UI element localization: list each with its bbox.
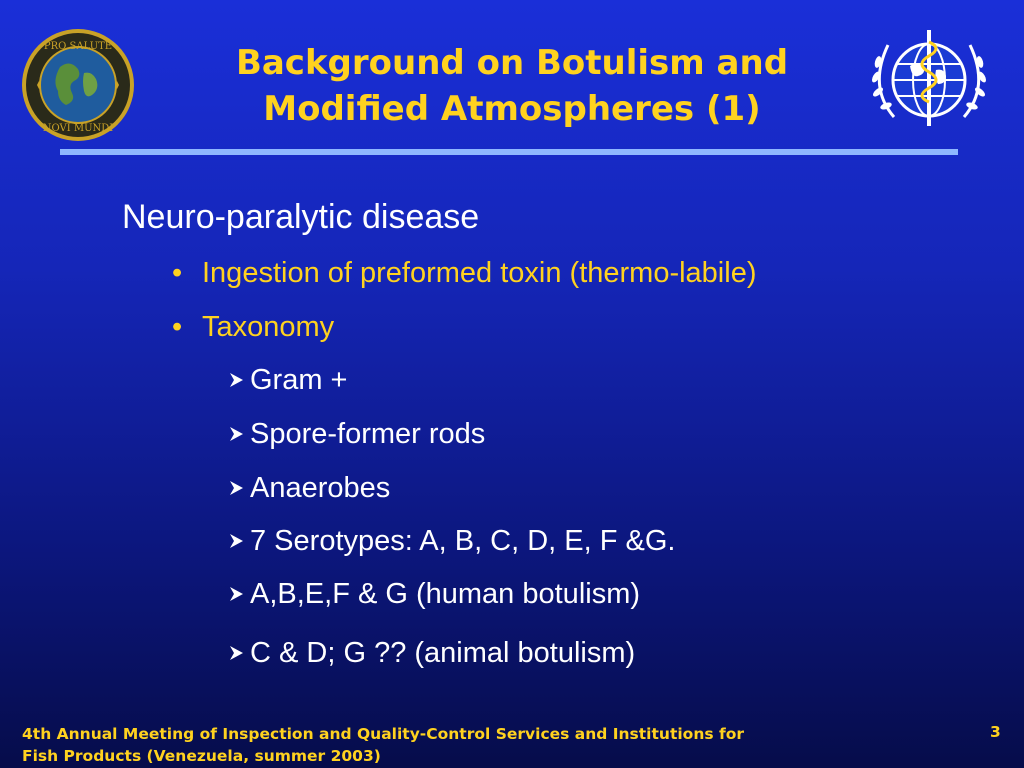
slide-footer [22,723,882,767]
bullet-dot-icon: • [172,311,183,343]
arrow-bullet-icon [226,473,248,506]
sub-bullet-text: Spore-former rods [250,418,486,450]
heading-neuro-paralytic: Neuro-paralytic disease [122,198,480,236]
logo-text-top: PRO SALUTE [43,41,113,52]
sub-bullet-text: A,B,E,F & G (human botulism) [250,578,641,610]
paho-globe-logo [20,27,136,143]
arrow-bullet-icon [226,579,248,612]
page-number: 3 [990,723,1001,741]
slide-title [180,40,844,132]
arrow-bullet-icon [226,419,248,452]
footer-line-2: Fish Products (Venezuela, summer 2003) [22,747,381,765]
footer-line-1: 4th Annual Meeting of Inspection and Quality-Control Services and Institutions for [22,725,745,743]
sub-bullet-item [226,525,675,559]
sub-bullet-text: Anaerobes [250,472,391,504]
who-emblem-logo [864,22,994,134]
sub-bullet-item [226,578,640,612]
title-divider [60,149,958,155]
title-line-1: Background on Botulism and [235,43,789,83]
sub-bullet-item [226,472,390,506]
arrow-bullet-icon [226,638,248,671]
sub-bullet-text: Gram + [250,364,348,396]
sub-bullet-text: C & D; G ?? (animal botulism) [250,637,636,669]
sub-bullet-item [226,364,348,398]
bullet-text: Ingestion of preformed toxin (thermo-labile) [202,257,757,289]
sub-bullet-text: 7 Serotypes: A, B, C, D, E, F &G. [250,525,676,557]
bullet-dot-icon: • [172,257,183,289]
logo-text-bottom: NOVI MUNDI [42,123,114,134]
bullet-item [172,311,334,344]
bullet-item [172,257,756,290]
title-line-2: Modified Atmospheres (1) [263,89,761,129]
arrow-bullet-icon [226,526,248,559]
sub-bullet-item [226,637,635,671]
sub-bullet-item [226,418,485,452]
arrow-bullet-icon [226,365,248,398]
bullet-text: Taxonomy [202,311,335,343]
